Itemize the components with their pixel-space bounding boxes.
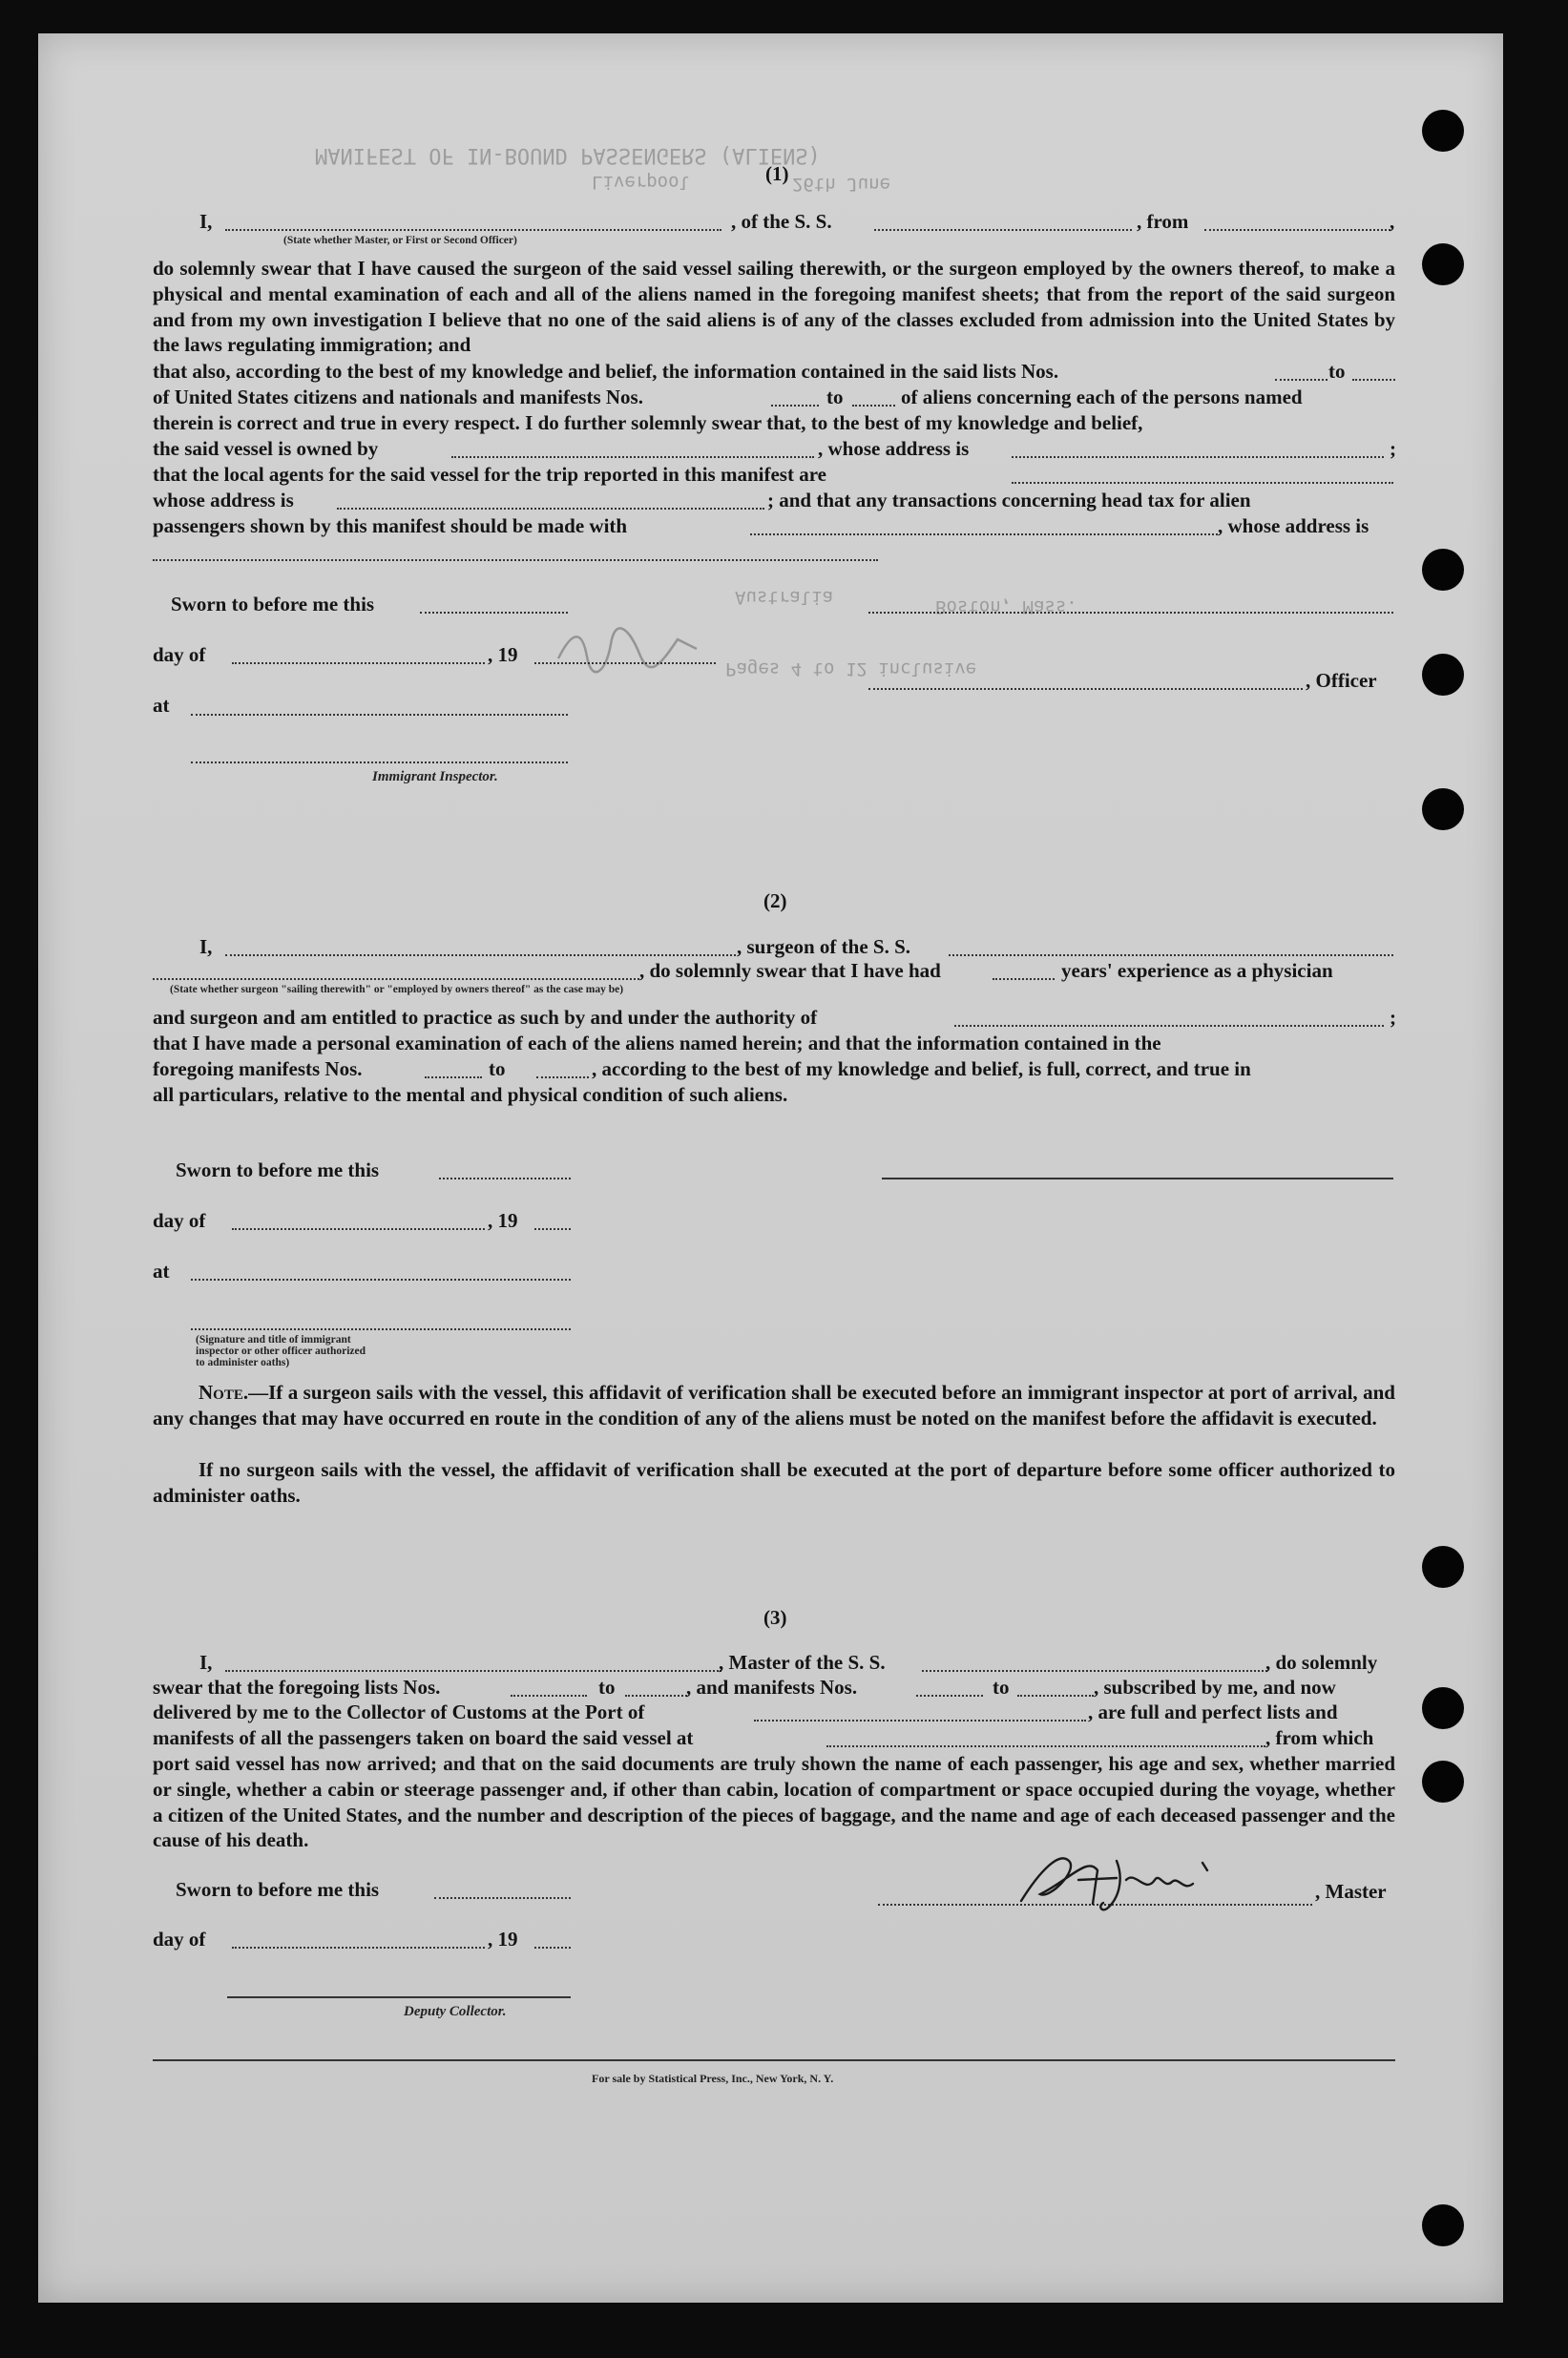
surgeon-name-field[interactable] bbox=[225, 954, 736, 956]
to-label: to bbox=[489, 1057, 506, 1080]
head-tax-agent-field[interactable] bbox=[750, 533, 1218, 535]
owner-field[interactable] bbox=[451, 456, 814, 458]
comma: , bbox=[1390, 210, 1395, 233]
surgeon-of-label: , surgeon of the S. S. bbox=[737, 935, 911, 958]
bleed-through-city: Boston, Mass. bbox=[935, 596, 1077, 617]
year-field[interactable] bbox=[534, 1947, 571, 1949]
from-label: , from bbox=[1137, 210, 1189, 233]
manifests-from-field[interactable] bbox=[771, 405, 819, 407]
from-which-label: , from which bbox=[1265, 1726, 1374, 1749]
signature-note: (Signature and title of immigrant inspector or other officer authorized to administer oaths) bbox=[196, 1334, 366, 1368]
swear-label: , do solemnly swear that I have had bbox=[639, 959, 941, 982]
intro-i: I, bbox=[199, 210, 213, 233]
year-label: , 19 bbox=[488, 1209, 518, 1232]
sworn-label: Sworn to before me this bbox=[176, 1158, 380, 1181]
semicolon: ; bbox=[1390, 437, 1396, 460]
footer-rule bbox=[153, 2059, 1395, 2061]
full-perfect-label: , are full and perfect lists and bbox=[1088, 1701, 1338, 1723]
section-3-heading: (3) bbox=[763, 1606, 787, 1629]
surgeon-status-field[interactable] bbox=[153, 978, 639, 980]
note-text-1: —If a surgeon sails with the vessel, this affidavit of verification shall be executed before an immigrant inspector at port of arrival, and any changes that may have occurred en route in the condition of any of the aliens must be noted on the manifest before the affidavit is executed. bbox=[153, 1381, 1395, 1429]
from-port-field[interactable] bbox=[1204, 229, 1390, 231]
manifests-to-field[interactable] bbox=[1017, 1695, 1094, 1697]
manifests-label: manifests of all the passengers taken on board the said vessel at bbox=[153, 1726, 694, 1749]
at-label: at bbox=[153, 1260, 170, 1283]
swear-lists-label: swear that the foregoing lists Nos. bbox=[153, 1676, 441, 1699]
head-tax-address-label: , whose address is bbox=[1218, 514, 1369, 537]
owner-address-field[interactable] bbox=[1012, 456, 1384, 458]
master-signature bbox=[1012, 1842, 1231, 1918]
binder-hole bbox=[1422, 1546, 1464, 1588]
collector-signature-field[interactable] bbox=[227, 1996, 571, 1998]
at-place-field[interactable] bbox=[191, 1279, 571, 1281]
surgeon-ship-field[interactable] bbox=[949, 954, 1393, 956]
year-label: , 19 bbox=[488, 1928, 518, 1951]
inspector-signature-field[interactable] bbox=[191, 762, 568, 763]
lists-line: that also, according to the best of my knowledge and belief, the information contained in the said lists Nos. bbox=[153, 360, 1059, 383]
manifests-from-field[interactable] bbox=[425, 1076, 482, 1078]
footer-imprint: For sale by Statistical Press, Inc., New York, N. Y. bbox=[592, 2072, 834, 2085]
bleed-through-title: MANIFEST OF IN-BOUND PASSENGERS (ALIENS) bbox=[315, 143, 821, 167]
surgeon-signature-field[interactable] bbox=[882, 1178, 1393, 1179]
officer-label: , Officer bbox=[1306, 669, 1377, 692]
year-field[interactable] bbox=[534, 1228, 571, 1230]
binder-hole bbox=[1422, 654, 1464, 696]
surgeon-status-note: (State whether surgeon "sailing therewith" or "employed by owners thereof" as the case may be) bbox=[170, 984, 624, 995]
agents-field[interactable] bbox=[1012, 482, 1393, 484]
officer-signature-line-top[interactable] bbox=[868, 612, 1393, 614]
day-of-label: day of bbox=[153, 1928, 206, 1951]
binder-hole bbox=[1422, 243, 1464, 285]
port-field[interactable] bbox=[754, 1720, 1086, 1722]
sworn-label: Sworn to before me this bbox=[176, 1878, 380, 1901]
sworn-label: Sworn to before me this bbox=[171, 593, 375, 616]
to-label: to bbox=[1328, 360, 1346, 383]
note-paragraph-1 bbox=[153, 1380, 1395, 1431]
officer-rank-note: (State whether Master, or First or Second Officer) bbox=[283, 235, 517, 246]
faint-handwriting bbox=[554, 620, 706, 678]
binder-hole bbox=[1422, 788, 1464, 830]
lists-from-field[interactable] bbox=[1275, 379, 1328, 381]
binder-hole bbox=[1422, 2204, 1464, 2246]
lists-from-field[interactable] bbox=[511, 1695, 587, 1697]
bleed-through-port: Liverpool bbox=[592, 172, 690, 193]
authority-field[interactable] bbox=[954, 1025, 1384, 1027]
master-ship-field[interactable] bbox=[922, 1670, 1267, 1672]
inspector-label: Immigrant Inspector. bbox=[372, 769, 498, 784]
citizens-line: of United States citizens and nationals and manifests Nos. bbox=[153, 386, 643, 408]
authority-line: and surgeon and am entitled to practice as such by and under the authority of bbox=[153, 1006, 818, 1029]
ship-name-field[interactable] bbox=[874, 229, 1132, 231]
bleed-through-country: Australia bbox=[735, 587, 833, 608]
officer-name-field[interactable] bbox=[225, 229, 721, 231]
to-label: to bbox=[826, 386, 844, 408]
at-place-field[interactable] bbox=[191, 714, 568, 716]
and-manifests-label: , and manifests Nos. bbox=[686, 1676, 858, 1699]
delivered-label: delivered by me to the Collector of Customs at the Port of bbox=[153, 1701, 645, 1723]
day-of-label: day of bbox=[153, 1209, 206, 1232]
sworn-day-field[interactable] bbox=[420, 612, 568, 614]
solemnly-label: , do solemnly bbox=[1265, 1651, 1378, 1674]
intro-i: I, bbox=[199, 935, 213, 958]
day-month-field[interactable] bbox=[232, 662, 485, 664]
years-label: years' experience as a physician bbox=[1061, 959, 1333, 982]
note-lead: Note. bbox=[199, 1381, 249, 1404]
binder-hole bbox=[1422, 1687, 1464, 1729]
head-tax-line: ; and that any transactions concerning head tax for alien bbox=[767, 489, 1251, 511]
manifests-to-field[interactable] bbox=[536, 1076, 589, 1078]
address-continuation-field[interactable] bbox=[153, 559, 878, 561]
binder-hole bbox=[1422, 549, 1464, 591]
of-ss-label: , of the S. S. bbox=[731, 210, 832, 233]
master-of-label: , Master of the S. S. bbox=[719, 1651, 886, 1674]
lists-to-field[interactable] bbox=[1352, 379, 1395, 381]
oath-paragraph-3: port said vessel has now arrived; and that on the said documents are truly shown the name of each passenger, his age and sex, whether married or single, whether a cabin or steerage passenger and, if other than cabin, location of compartment or space occupied during the voyage, whether a citizen of the United States, and the number and description of the pieces of baggage, and the name and age of each deceased passenger and the cause of his death. bbox=[153, 1752, 1395, 1852]
binder-hole bbox=[1422, 110, 1464, 152]
boarding-port-field[interactable] bbox=[826, 1745, 1265, 1747]
intro-i: I, bbox=[199, 1651, 213, 1674]
sworn-day-field[interactable] bbox=[434, 1897, 571, 1899]
binder-hole bbox=[1422, 1761, 1464, 1803]
master-name-field[interactable] bbox=[225, 1670, 721, 1672]
manifests-from-field[interactable] bbox=[916, 1695, 983, 1697]
oath-paragraph-1: do solemnly swear that I have caused the surgeon of the said vessel sailing therewith, or the surgeon employed by the owners thereof, to make a physical and mental examination of each and all of the aliens named in the foregoing manifest sheets; that from the report of the said surgeon and from my own investigation I believe that no one of the said aliens is of any of the classes excluded from admission into the United States by the laws regulating immigration; and bbox=[153, 257, 1395, 357]
master-label: , Master bbox=[1315, 1880, 1387, 1903]
day-month-field[interactable] bbox=[232, 1947, 485, 1949]
particulars-line: all particulars, relative to the mental and physical condition of such aliens. bbox=[153, 1083, 788, 1106]
to-label: to bbox=[993, 1676, 1010, 1699]
day-of-label: day of bbox=[153, 643, 206, 666]
inspector-signature-field[interactable] bbox=[191, 1328, 571, 1330]
section-1-heading: (1) bbox=[765, 162, 789, 185]
bleed-through-pages: Pages 4 to 12 inclusive bbox=[725, 658, 977, 679]
whose-address-label: whose address is bbox=[153, 489, 294, 511]
to-label: to bbox=[598, 1676, 616, 1699]
semicolon: ; bbox=[1390, 1006, 1396, 1029]
collector-label: Deputy Collector. bbox=[404, 2004, 507, 2019]
agent-address-field[interactable] bbox=[337, 508, 764, 510]
year-label: , 19 bbox=[488, 643, 518, 666]
section-2-heading: (2) bbox=[763, 889, 787, 912]
at-label: at bbox=[153, 694, 170, 717]
citizens-line-end: of aliens concerning each of the persons named bbox=[901, 386, 1303, 408]
years-field[interactable] bbox=[993, 978, 1055, 980]
sworn-day-field[interactable] bbox=[439, 1178, 571, 1179]
note-paragraph-2: If no surgeon sails with the vessel, the affidavit of verification shall be executed at the port of departure before some officer authorized to administer oaths. bbox=[153, 1458, 1395, 1507]
foregoing-label: foregoing manifests Nos. bbox=[153, 1057, 363, 1080]
lists-to-field[interactable] bbox=[625, 1695, 687, 1697]
foregoing-line-end: , according to the best of my knowledge and belief, is full, correct, and true in bbox=[592, 1057, 1251, 1080]
agents-line: that the local agents for the said vessel for the trip reported in this manifest are bbox=[153, 463, 826, 486]
owned-by-label: the said vessel is owned by bbox=[153, 437, 379, 460]
owner-address-label: , whose address is bbox=[818, 437, 970, 460]
officer-signature-field[interactable] bbox=[868, 688, 1303, 690]
examination-line: that I have made a personal examination of each of the aliens named herein; and that the information contained in the bbox=[153, 1032, 1161, 1054]
subscribed-label: , subscribed by me, and now bbox=[1094, 1676, 1336, 1699]
day-month-field[interactable] bbox=[232, 1228, 485, 1230]
therein-line: therein is correct and true in every respect. I do further solemnly swear that, to the best of my knowledge and belief, bbox=[153, 411, 1143, 434]
bleed-through-date: 26th June bbox=[792, 174, 890, 195]
passengers-line: passengers shown by this manifest should be made with bbox=[153, 514, 628, 537]
manifests-to-field[interactable] bbox=[852, 405, 895, 407]
